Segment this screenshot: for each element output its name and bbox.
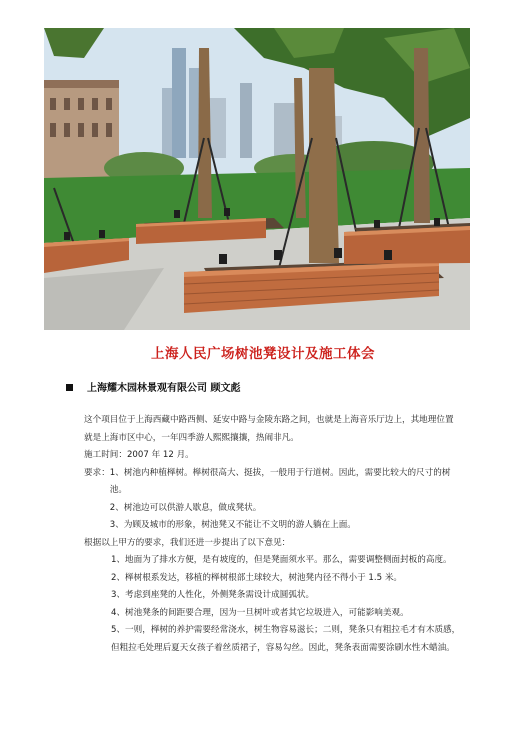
requirement-item: 1、树池内种植榉树。榉树很高大、挺拔，一般用于行道树。因此，需要比较大的尺寸的树池。 (109, 467, 451, 495)
requirements-label: 要求： (84, 467, 110, 478)
author-text: 上海耀木园林景观有限公司 顾文彪 (87, 383, 241, 394)
requirements-block (66, 465, 462, 535)
basis-paragraph: 根据以上甲方的要求，我们还进一步提出了以下意见： (84, 537, 291, 548)
opinion-item: 3、考虑到座凳的人性化，外侧凳条需设计成圆弧状。 (111, 590, 315, 600)
opinion-item: 1、地面为了排水方便，是有坡度的，但是凳面须水平。那么，需要调整侧面封板的高度。 (111, 555, 452, 565)
intro-paragraph: 这个项目位于上海西藏中路西侧、延安中路与金陵东路之间，也就是上海音乐厅边上，其地理位置就是上海市区中心，一年四季游人熙熙攘攘，热闹非凡。 (84, 415, 454, 443)
document-body (66, 412, 462, 657)
requirement-item: 3、为顾及城市的形象，树池凳又不能让不文明的游人躺在上面。 (109, 520, 356, 530)
requirements-list (110, 465, 462, 535)
construction-time: 施工时间：2007 年 12 月。 (84, 450, 194, 460)
opinion-item: 5、一则，榉树的养护需要经常浇水，树生物容易滋长；二则，凳条只有粗拉毛才有木质感，但粗拉毛处理后夏天女孩子着丝质裙子，容易勾丝。因此，凳条表面需要涂刷水性木蜡油。 (111, 625, 461, 653)
opinions-list (66, 552, 462, 657)
requirement-item: 2、树池边可以供游人歇息，做成凳状。 (109, 502, 262, 513)
opinion-item: 2、榉树根系发达，移植的榉树根部土球较大，树池凳内径不得小于 1.5 米。 (111, 572, 403, 583)
square-bullet-icon (66, 384, 73, 391)
document-title: 上海人民广场树池凳设计及施工体会 (151, 346, 375, 362)
opinion-item: 4、树池凳条的间距要合理，因为一旦树叶或者其它垃圾进入，可能影响美观。 (111, 607, 409, 618)
header-photo (44, 28, 470, 330)
tree-pool-bench-photo (44, 28, 470, 330)
author-line (66, 379, 240, 394)
